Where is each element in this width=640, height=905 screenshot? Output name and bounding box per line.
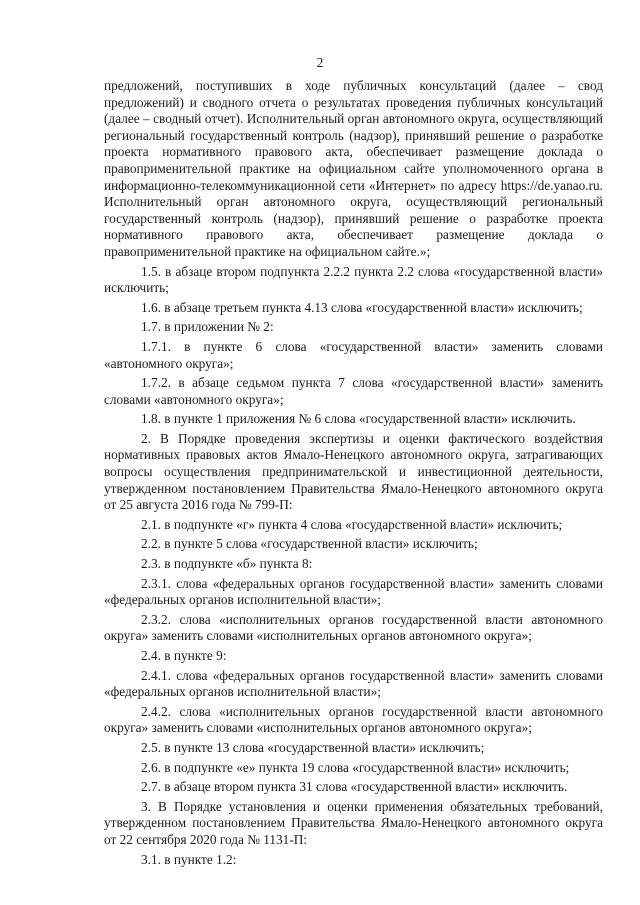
paragraph: 3. В Порядке установления и оценки применения обязательных требований, утвержденном постановлением Правительства Ямало-Ненецкого автономного округа от 22 сентября 2020 года № 1131-П:: [104, 798, 603, 847]
paragraph: 1.7.2. в абзаце седьмом пункта 7 слова «государственной власти» заменить словами «автономного округа»;: [104, 375, 603, 407]
paragraph: предложений, поступивших в ходе публичных консультаций (далее – свод предложений) и сводного отчета о результатах проведения публичных консультаций (далее – сводный отчет). Исполнительный орган автономного округа, осуществляющий региональный государственный контроль (надзор), принявший решение о разработке проекта нормативного правового акта, обеспечивает размещение доклада о правоприменительной практике на официальном сайте уполномоченного органа в информационно-телекоммуникационной сети «Интернет» по адресу https://de.yanao.ru. Исполнительный орган автономного округа, осуществляющий региональный государственный контроль (надзор), принявший решение о разработке проекта нормативного правового акта, обеспечивает размещение доклада о правоприменительной практике на официальном сайте.»;: [104, 78, 603, 259]
paragraph: 2.2. в пункте 5 слова «государственной власти» исключить;: [141, 536, 478, 552]
paragraph: 3.1. в пункте 1.2:: [141, 851, 237, 867]
paragraph: 2.3. в подпункте «б» пункта 8:: [141, 556, 313, 572]
paragraph: 1.8. в пункте 1 приложения № 6 слова «государственной власти» исключить.: [141, 411, 576, 427]
paragraph: 2.6. в подпункте «е» пункта 19 слова «государственной власти» исключить;: [141, 759, 570, 775]
paragraph: 2.7. в абзаце втором пункта 31 слова «государственной власти» исключить.: [141, 779, 568, 795]
paragraph: 2.4. в пункте 9:: [141, 648, 227, 663]
paragraph: 2. В Порядке проведения экспертизы и оценки фактического воздействия нормативных правовых актов Ямало-Ненецкого автономного округа, затрагивающих вопросы осуществления предпринимательской и инвестиционной деятельности, утвержденном постановлением Правительства Ямало-Ненецкого автономного округа от 25 августа 2016 года № 799-П:: [104, 430, 603, 513]
paragraph: 2.3.1. слова «федеральных органов государственной власти» заменить словами «федеральных органов исполнительной власти»;: [104, 575, 603, 608]
document-body: [104, 78, 603, 871]
paragraph: 2.5. в пункте 13 слова «государственной власти» исключить;: [141, 739, 485, 755]
paragraph: 2.1. в подпункте «г» пункта 4 слова «государственной власти» исключить;: [141, 516, 563, 532]
paragraph: 1.7.1. в пункте 6 слова «государственной власти» заменить словами «автономного округа»;: [104, 338, 603, 371]
paragraph: 2.4.2. слова «исполнительных органов государственной власти автономного округа» заменить словами «исполнительных органов автономного округа»;: [104, 703, 603, 736]
paragraph: 1.5. в абзаце втором подпункта 2.2.2 пункта 2.2 слова «государственной власти» исключить;: [104, 263, 603, 296]
paragraph: 1.7. в приложении № 2:: [141, 319, 274, 335]
paragraph: 2.4.1. слова «федеральных органов государственной власти» заменить словами «федеральных органов исполнительной власти»;: [104, 667, 603, 700]
paragraph: 1.6. в абзаце третьем пункта 4.13 слова «государственной власти» исключить;: [141, 299, 583, 315]
page-number: 2: [316, 55, 324, 70]
paragraph: 2.3.2. слова «исполнительных органов государственной власти автономного округа» заменить словами «исполнительных органов автономного округа»;: [104, 611, 603, 644]
